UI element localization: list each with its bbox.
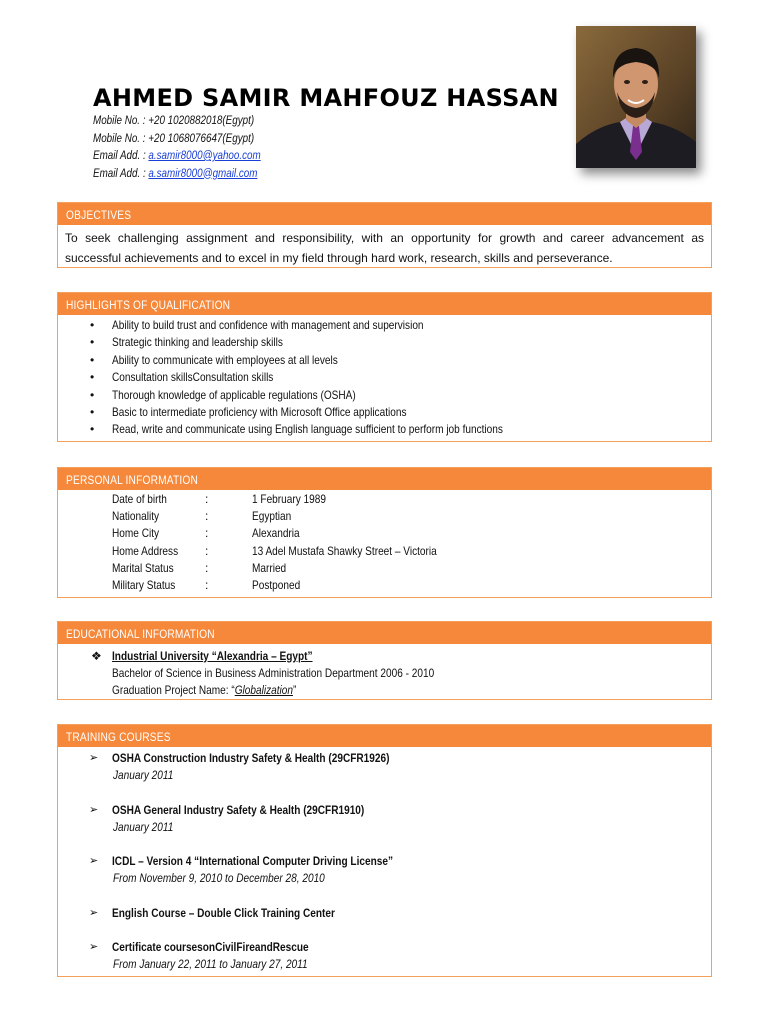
arrow-bullet-icon: ➢ [89,855,99,867]
course-item [58,905,711,922]
email-link-1[interactable]: a.samir8000@yahoo.com [148,148,261,162]
info-row-home-address [58,543,711,560]
course-item [58,939,711,973]
email-line-2 [93,165,261,183]
personal-info-table [58,490,711,594]
mobile-number-2: Mobile No. : +20 1068076647(Egypt) [93,130,255,145]
profile-photo [576,26,696,168]
list-item: • Strategic thinking and leadership skills [58,334,711,351]
list-item: • Read, write and communicate using English language sufficient to perform job functions [58,421,711,438]
course-title: Certificate coursesonCivilFireandRescue [112,940,309,954]
course-title: OSHA General Industry Safety & Health (29CFR1910) [112,803,365,817]
info-row-military-status [58,577,711,594]
email-label-1: Email Add. : [93,148,149,162]
info-label: Marital Status [112,560,174,575]
mobile-number-1: Mobile No. : +20 1020882018(Egypt) [93,113,255,127]
info-label: Military Status [112,577,176,592]
training-section [57,724,712,977]
course-item [58,802,711,836]
list-item: • Basic to intermediate proficiency with Microsoft Office applications [58,404,711,421]
info-row-home-city [58,525,711,542]
info-row-birth [58,491,711,508]
university-line [58,648,711,665]
course-date: January 2011 [113,768,174,782]
info-separator: : [205,543,209,558]
education-entry [58,644,711,700]
project-close-quote: ” [292,683,297,698]
info-value: Egyptian [252,509,292,524]
info-value: Married [252,560,287,575]
arrow-bullet-icon: ➢ [89,804,99,816]
list-item: • Consultation skillsConsultation skills [58,369,711,386]
email-label-2: Email Add. : [93,165,149,180]
objective-text: To seek challenging assignment and responsibility, with an opportunity for growth and career advancement as successful achievements and to excel in my field through hard work, research, skills and perseverance. [65,231,704,265]
course-date: January 2011 [113,820,174,834]
highlights-heading: HIGHLIGHTS OF QUALIFICATION [58,293,711,315]
info-separator: : [205,560,209,575]
info-separator: : [205,492,209,506]
list-item: • Ability to build trust and confidence with management and supervision [58,317,711,334]
course-title: OSHA Construction Industry Safety & Health (29CFR1926) [112,751,390,765]
course-item [58,853,711,887]
course-title: English Course – Double Click Training Center [112,906,335,920]
education-heading: EDUCATIONAL INFORMATION [58,622,711,644]
info-separator: : [205,509,209,524]
course-title: ICDL – Version 4 “International Computer Driving License” [112,854,394,868]
info-value: 13 Adel Mustafa Shawky Street – Victoria [252,543,437,558]
diamond-bullet-icon: ❖ [91,649,102,663]
arrow-bullet-icon: ➢ [89,752,99,764]
training-heading: TRAINING COURSES [58,725,711,747]
objectives-section [57,202,712,268]
info-label: Home Address [112,543,179,558]
info-separator: : [205,577,209,592]
arrow-bullet-icon: ➢ [89,907,99,919]
list-item: • Ability to communicate with employees at all levels [58,352,711,369]
course-date: From November 9, 2010 to December 28, 2010 [113,871,325,885]
email-link-2[interactable]: a.samir8000@gmail.com [148,165,258,180]
info-label: Date of birth [112,492,167,506]
info-separator: : [205,526,209,541]
arrow-bullet-icon: ➢ [89,941,99,953]
list-item: • Thorough knowledge of applicable regulations (OSHA) [58,387,711,404]
project-line [58,682,711,699]
university-name: Industrial University “Alexandria – Egypt” [112,649,313,663]
objectives-heading: OBJECTIVES [58,203,711,225]
applicant-name: AHMED SAMIR MAHFOUZ HASSAN [93,84,559,112]
education-section [57,621,712,700]
info-label: Home City [112,526,160,541]
info-label: Nationality [112,509,160,524]
highlights-section [57,292,712,442]
degree-text: Bachelor of Science in Business Administration Department 2006 - 2010 [112,666,435,681]
course-date: From January 22, 2011 to January 27, 2011 [113,957,308,971]
qualification-list [58,315,711,439]
degree-line [58,665,711,682]
project-label: Graduation Project Name: “ [112,683,235,698]
project-name: Globalization [234,683,293,698]
info-value: Alexandria [252,526,300,541]
email-line-1 [93,147,261,165]
contact-block [93,112,261,182]
course-item [58,750,711,784]
personal-info-heading: PERSONAL INFORMATION [58,468,711,490]
info-value: 1 February 1989 [252,492,326,506]
info-value: Postponed [252,577,301,592]
personal-info-section [57,467,712,598]
info-row-nationality [58,508,711,525]
info-row-marital-status [58,560,711,577]
